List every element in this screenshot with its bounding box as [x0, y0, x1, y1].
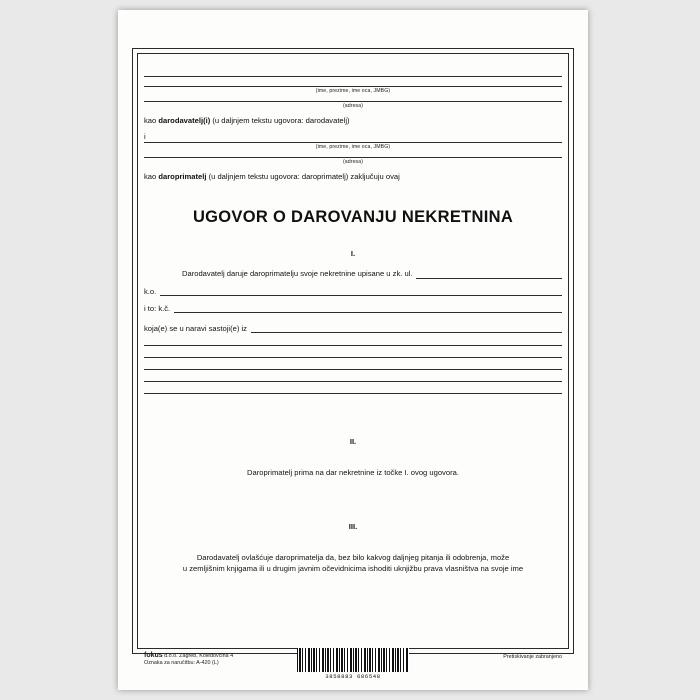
- recipient-role-line: kao daroprimatelj (u daljnjem tekstu ugovora: daroprimatelj) zaključuju ovaj: [144, 172, 400, 181]
- sheet-footer: [144, 648, 562, 678]
- donor-name-rule-2[interactable]: [144, 86, 562, 87]
- recipient-role-bold: daroprimatelj: [158, 172, 207, 181]
- kc-row: [144, 302, 562, 313]
- recipient-name-rule-1[interactable]: [144, 142, 562, 143]
- barcode: [297, 648, 409, 680]
- blank-rule-3[interactable]: [144, 369, 562, 370]
- form-content: [144, 60, 562, 642]
- section-i-lead-line: [144, 267, 562, 279]
- recipient-role-rest: (u daljnjem tekstu ugovora: daroprimatelj) zaključuju ovaj: [206, 172, 400, 181]
- blank-rule-5[interactable]: [144, 393, 562, 394]
- publisher-info: [144, 652, 233, 667]
- conjunction-line: i: [144, 132, 146, 141]
- section-iii-text-line2: u zemljišnim knjigama ili u drugim javnim očevidnicima ishoditi uknjižbu prava vlasništva na svoje ime: [182, 564, 524, 573]
- ko-label: k.o.: [144, 287, 157, 296]
- blank-rule-2[interactable]: [144, 357, 562, 358]
- recipient-address-caption: (adresa): [342, 159, 364, 165]
- section-ii-numeral: II.: [349, 437, 357, 446]
- publisher-brand: fokus: [144, 652, 163, 659]
- form-code: Oznaka za naručitbu: A-420 (L): [144, 660, 219, 666]
- ko-input-rule[interactable]: [160, 287, 562, 296]
- donor-role-rest: (u daljnjem tekstu ugovora: darodavatelj): [210, 116, 350, 125]
- publisher-line: [144, 652, 233, 660]
- kc-input-rule[interactable]: [174, 304, 562, 313]
- recipient-name-caption: (ime, prezime, ime oca, JMBG): [315, 144, 391, 150]
- naravi-input-rule[interactable]: [251, 324, 562, 333]
- donor-name-caption: (ime, prezime, ime oca, JMBG): [315, 88, 391, 94]
- paper-sheet: [118, 10, 588, 690]
- section-iii-numeral: III.: [348, 522, 358, 531]
- barcode-bars: [297, 648, 409, 672]
- document-title: UGOVOR O DAROVANJU NEKRETNINA: [192, 208, 514, 226]
- donor-role-bold: darodavatelj(i): [158, 116, 211, 125]
- ko-row: [144, 285, 562, 296]
- section-i-blank-rules: [144, 345, 562, 394]
- recipient-address-rule[interactable]: [144, 157, 562, 158]
- reprint-notice: Pretiskivanje zabranjeno: [503, 654, 562, 660]
- section-i-numeral: I.: [350, 249, 356, 258]
- zk-ul-input-rule[interactable]: [416, 269, 562, 279]
- kc-label: i to: k.č.: [144, 304, 171, 313]
- donor-address-caption: (adresa): [342, 103, 364, 109]
- section-iii-text-line1: Darodavatelj ovlašćuje daroprimatelja da, bez bilo kakvog daljnjeg pitanja ili odobrenja, može: [196, 553, 510, 562]
- publisher-address: d.o.o. Zagreb, Koledovčina 4: [164, 653, 234, 659]
- section-i-lead-text: Darodavatelj daruje daroprimatelju svoje nekretnine upisane u zk. ul.: [182, 269, 413, 278]
- naravi-label: koja(e) se u naravi sastoji(e) iz: [144, 324, 247, 333]
- blank-rule-1[interactable]: [144, 345, 562, 346]
- donor-role-line: kao darodavatelj(i) (u daljnjem tekstu ugovora: darodavatelj): [144, 116, 350, 125]
- naravi-row: [144, 322, 562, 333]
- barcode-number: 3858883 686548: [325, 673, 381, 680]
- donor-address-rule[interactable]: [144, 101, 562, 102]
- section-ii-text: Daroprimatelj prima na dar nekretnine iz točke I. ovog ugovora.: [247, 468, 459, 477]
- blank-rule-4[interactable]: [144, 381, 562, 382]
